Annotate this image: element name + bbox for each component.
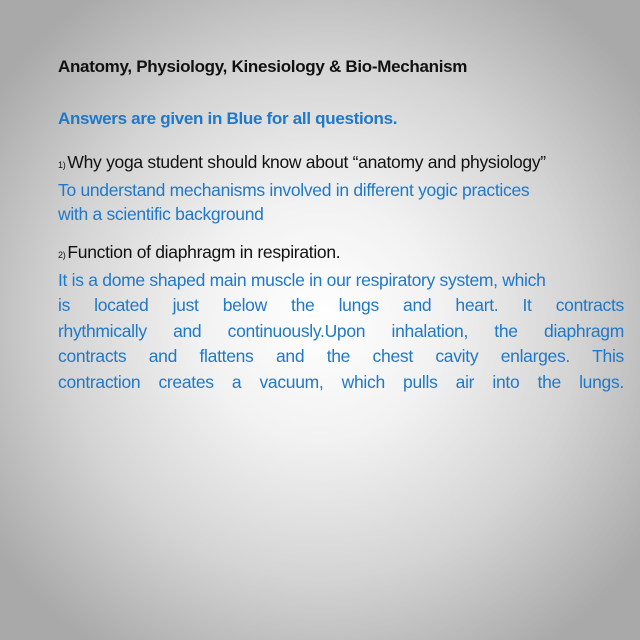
question-text: Function of diaphragm in respiration. (67, 242, 341, 262)
answer-line: is located just below the lungs and heart. It contracts (58, 295, 624, 315)
answers-note: Answers are given in Blue for all questions. (58, 109, 398, 128)
question-2 (58, 240, 624, 268)
answer-1 (58, 178, 546, 227)
answer-line: It is a dome shaped main muscle in our respiratory system, which (58, 269, 546, 290)
answer-line: contraction creates a vacuum, which pulls air into the lungs. (58, 371, 624, 392)
question-block-1 (58, 150, 546, 227)
question-block-2 (58, 240, 624, 395)
answer-line: contracts and flattens and the chest cavity enlarges. This (58, 346, 624, 366)
answer-line: rhythmically and continuously.Upon inhalation, the diaphragm (58, 320, 624, 341)
answer-line: with a scientific background (58, 204, 264, 224)
answer-line: To understand mechanisms involved in different yogic practices (58, 179, 530, 200)
answer-2 (58, 268, 624, 396)
question-1 (58, 150, 546, 178)
slide-title: Anatomy, Physiology, Kinesiology & Bio-Mechanism (58, 57, 468, 76)
question-number: 2) (58, 250, 66, 260)
question-text: Why yoga student should know about “anatomy and physiology” (67, 152, 546, 172)
question-number: 1) (58, 160, 66, 170)
